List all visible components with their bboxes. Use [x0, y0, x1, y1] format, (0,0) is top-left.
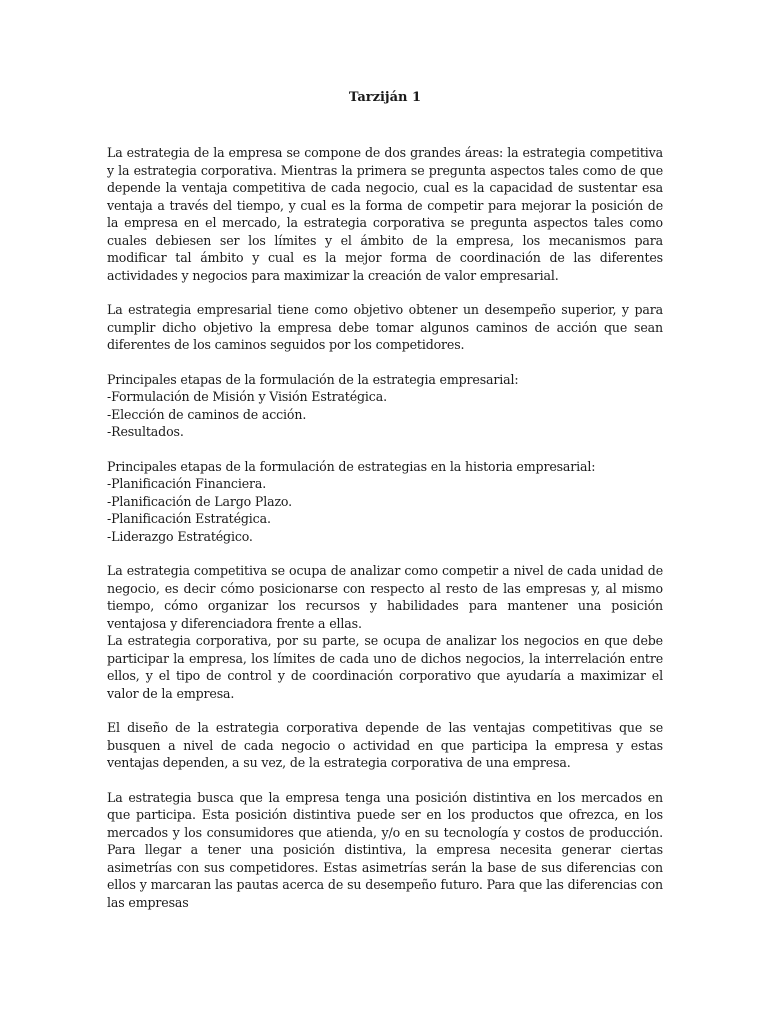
paragraph-strategy-areas: La estrategia de la empresa se compone de dos grandes áreas: la estrategia competitiva y la estrategia corporativa. Mientras la primera se pregunta aspectos tales como de que depende la ventaja competitiva de cada negocio, cual es la capacidad de sustentar esa ventaja a través del tiempo, y cual es la forma de competir para mejorar la posición de la empresa en el mercado, la estrategia corporativa se pregunta aspectos tales como cuales debiesen ser los límites y el ámbito de la empresa, los mecanismos para modificar tal ámbito y cual es la mejor forma de coordinación de las diferentes actividades y negocios para maximizar la creación de valor empresarial. [107, 145, 663, 283]
document-title: Tarziján 1 [348, 90, 422, 105]
list-item: -Planificación Estratégica. [107, 511, 271, 526]
list-item: -Resultados. [107, 424, 184, 439]
list-stages-history [107, 458, 663, 546]
list-item: -Planificación de Largo Plazo. [107, 493, 292, 509]
list-item: -Liderazgo Estratégico. [107, 528, 253, 544]
list-item: -Elección de caminos de acción. [107, 406, 307, 422]
list-heading: Principales etapas de la formulación de estrategias en la historia empresarial: [107, 458, 596, 474]
paragraph-corporate-strategy: La estrategia corporativa, por su parte, se ocupa de analizar los negocios en que debe participar la empresa, los límites de cada uno de dichos negocios, la interrelación entre ellos, y el tipo de control y de coordinación corporativo que ayudaría a maximizar el valor de la empresa. [107, 633, 663, 701]
list-heading: Principales etapas de la formulación de la estrategia empresarial: [107, 371, 519, 387]
paragraph-competitive-strategy: La estrategia competitiva se ocupa de analizar como competir a nivel de cada unidad de negocio, es decir cómo posicionarse con respecto al resto de las empresas y, al mismo tiempo, cómo organizar los recursos y habilidades para mantener una posición ventajosa y diferenciadora frente a ellas. [107, 563, 663, 631]
paragraph-strategy-objective: La estrategia empresarial tiene como objetivo obtener un desempeño superior, y para cumplir dicho objetivo la empresa debe tomar algunos caminos de acción que sean diferentes de los caminos seguidos por los competidores. [107, 302, 663, 352]
list-stages-business-strategy [107, 371, 663, 441]
paragraph-distinctive-position: La estrategia busca que la empresa tenga una posición distintiva en los mercados en que participa. Esta posición distintiva puede ser en los productos que ofrezca, en los mercados y los consumidores que atienda, y/o en su tecnología y costos de producción. Para llegar a tener una posición distintiva, la empresa necesita generar ciertas asimetrías con sus competidores. Estas asimetrías serán la base de sus diferencias con ellos y marcaran las pautas acerca de su desempeño futuro. Para que las diferencias con las empresas [107, 789, 663, 910]
list-item: -Formulación de Misión y Visión Estratégica. [107, 389, 387, 404]
list-item: -Planificación Financiera. [107, 476, 267, 491]
paragraph-corporate-design: El diseño de la estrategia corporativa depende de las ventajas competitivas que se busquen a nivel de cada negocio o actividad en que participa la empresa y estas ventajas dependen, a su vez, de la estrategia corporativa de una empresa. [107, 720, 663, 770]
